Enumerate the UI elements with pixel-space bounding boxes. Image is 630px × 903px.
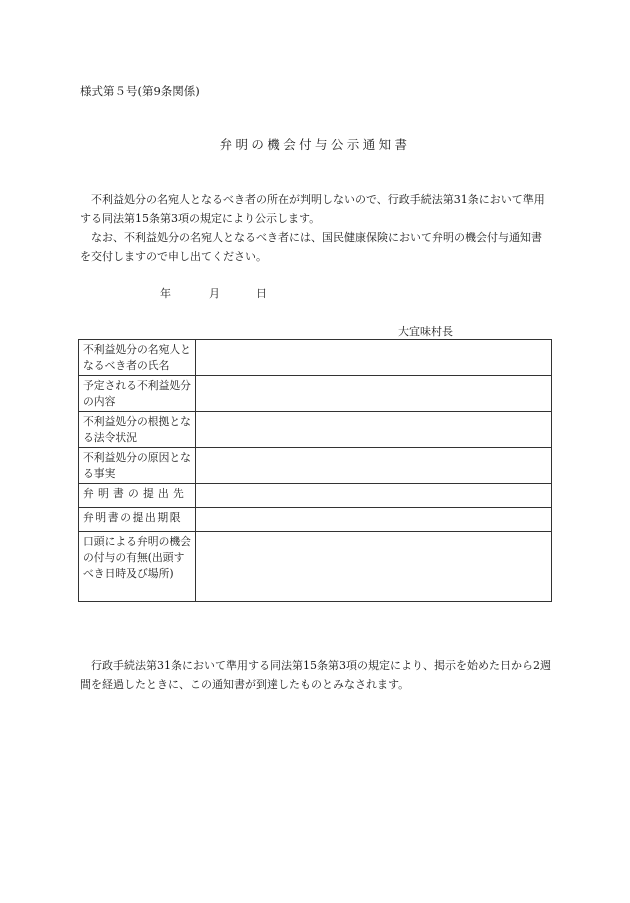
row-value xyxy=(196,340,552,376)
row-label: 予定される不利益処分の内容 xyxy=(79,376,196,412)
table-row xyxy=(79,508,552,532)
table-row xyxy=(79,376,552,412)
document-title: 弁明の機会付与公示通知書 xyxy=(219,137,411,152)
row-value xyxy=(196,448,552,484)
table-row xyxy=(79,484,552,508)
row-label: 不利益処分の根拠となる法令状況 xyxy=(79,412,196,448)
form-number-label: 様式第５号(第9条関係) xyxy=(80,84,200,98)
table-row xyxy=(79,412,552,448)
table-row xyxy=(79,532,552,602)
notice-info-table xyxy=(78,339,552,602)
row-value xyxy=(196,484,552,508)
date-day: 日 xyxy=(256,287,267,300)
intro-paragraph-1: 不利益処分の名宛人となるべき者の所在が判明しないので、行政手続法第31条において準用する同法第15条第3項の規定により公示します。 xyxy=(80,193,545,225)
date-month: 月 xyxy=(209,287,220,300)
date-year: 年 xyxy=(160,287,171,300)
row-label: 不利益処分の原因となる事実 xyxy=(79,448,196,484)
row-label: 不利益処分の名宛人となるべき者の氏名 xyxy=(79,340,196,376)
row-value xyxy=(196,532,552,602)
table-row xyxy=(79,340,552,376)
row-label: 弁明書の提出期限 xyxy=(79,508,196,532)
row-value xyxy=(196,376,552,412)
row-label: 弁明書の提出先 xyxy=(79,484,196,508)
signer-name: 大宜味村長 xyxy=(398,325,453,338)
row-label: 口頭による弁明の機会の付与の有無(出頭すべき日時及び場所) xyxy=(79,532,196,602)
intro-section xyxy=(80,190,552,266)
row-value xyxy=(196,412,552,448)
date-line xyxy=(80,285,380,303)
footer-notice xyxy=(80,656,552,694)
row-value xyxy=(196,508,552,532)
footer-notice-text: 行政手続法第31条において準用する同法第15条第3項の規定により、掲示を始めた日から2週間を経過したときに、この通知書が到達したものとみなされます。 xyxy=(80,659,551,691)
intro-paragraph-2: なお、不利益処分の名宛人となるべき者には、国民健康保険において弁明の機会付与通知書を交付しますので申し出てください。 xyxy=(80,231,542,263)
table-row xyxy=(79,448,552,484)
